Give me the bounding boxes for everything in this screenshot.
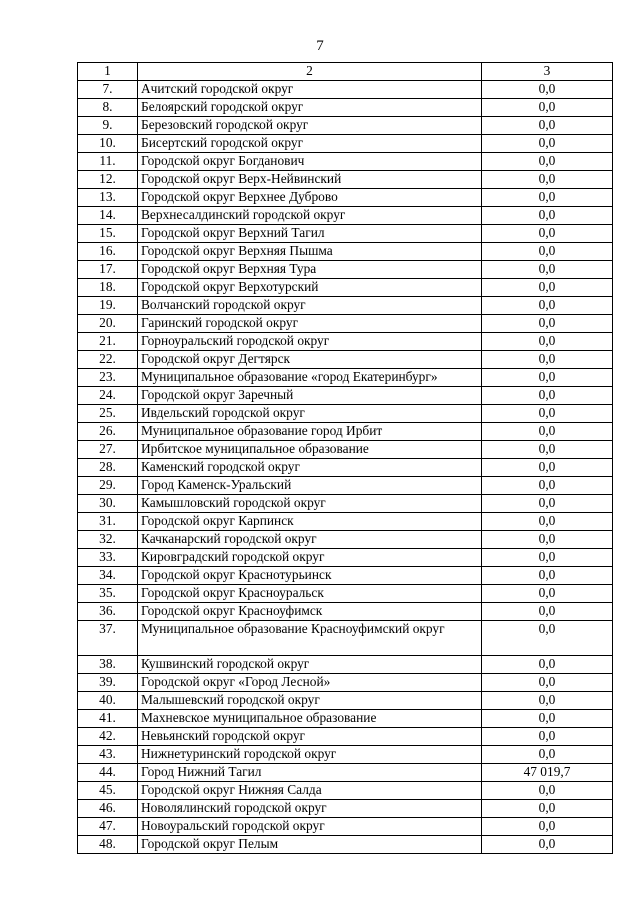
row-value: 0,0 [482,207,613,225]
row-number: 37. [78,621,138,656]
row-number: 10. [78,135,138,153]
table-row [78,351,613,369]
row-number: 48. [78,836,138,854]
row-number: 18. [78,279,138,297]
row-name: Городской округ Нижняя Салда [138,782,482,800]
table-row [78,692,613,710]
row-value: 0,0 [482,297,613,315]
table-row [78,585,613,603]
row-name: Городской округ «Город Лесной» [138,674,482,692]
row-number: 35. [78,585,138,603]
row-value: 0,0 [482,746,613,764]
row-number: 11. [78,153,138,171]
row-number: 31. [78,513,138,531]
row-name: Городской округ Красноуфимск [138,603,482,621]
row-number: 41. [78,710,138,728]
table-row [78,423,613,441]
table-row [78,153,613,171]
table-row [78,135,613,153]
header-col-3: 3 [482,63,613,81]
row-number: 32. [78,531,138,549]
row-name: Кировградский городской округ [138,549,482,567]
table-row [78,782,613,800]
row-name: Городской округ Верхний Тагил [138,225,482,243]
row-value: 0,0 [482,171,613,189]
table-row [78,297,613,315]
row-value: 0,0 [482,315,613,333]
table-header-row [78,63,613,81]
page-number: 7 [316,38,324,54]
table-row [78,225,613,243]
row-value: 0,0 [482,459,613,477]
row-number: 26. [78,423,138,441]
row-name: Кушвинский городской округ [138,656,482,674]
table-body [78,63,613,854]
row-number: 19. [78,297,138,315]
row-number: 34. [78,567,138,585]
row-number: 38. [78,656,138,674]
table-row [78,441,613,459]
row-number: 15. [78,225,138,243]
row-name: Гаринский городской округ [138,315,482,333]
row-name: Новоуральский городской округ [138,818,482,836]
table-row [78,495,613,513]
table-row [78,189,613,207]
row-value: 0,0 [482,243,613,261]
row-value: 0,0 [482,261,613,279]
row-name: Городской округ Краснотурьинск [138,567,482,585]
row-value: 0,0 [482,81,613,99]
table-row [78,243,613,261]
row-value: 0,0 [482,585,613,603]
row-value: 0,0 [482,800,613,818]
row-value: 0,0 [482,423,613,441]
row-value: 0,0 [482,333,613,351]
row-name: Городской округ Пелым [138,836,482,854]
row-value: 0,0 [482,692,613,710]
table-row [78,261,613,279]
row-value: 0,0 [482,387,613,405]
row-number: 20. [78,315,138,333]
table-row [78,513,613,531]
row-value: 0,0 [482,369,613,387]
table-row [78,621,613,656]
table-row [78,81,613,99]
row-name: Город Нижний Тагил [138,764,482,782]
row-number: 25. [78,405,138,423]
row-name: Махневское муниципальное образование [138,710,482,728]
row-value: 0,0 [482,836,613,854]
row-name: Город Каменск-Уральский [138,477,482,495]
row-name: Горноуральский городской округ [138,333,482,351]
row-name: Нижнетуринский городской округ [138,746,482,764]
table-row [78,99,613,117]
row-value: 0,0 [482,405,613,423]
row-value: 0,0 [482,441,613,459]
row-value: 0,0 [482,567,613,585]
table-row [78,728,613,746]
row-value: 0,0 [482,531,613,549]
header-col-2: 2 [138,63,482,81]
row-name: Муниципальное образование город Ирбит [138,423,482,441]
table-row [78,656,613,674]
table-row [78,279,613,297]
row-value: 0,0 [482,603,613,621]
row-name: Городской округ Красноуральск [138,585,482,603]
table-row [78,764,613,782]
row-name: Камышловский городской округ [138,495,482,513]
table-row [78,549,613,567]
table-row [78,333,613,351]
row-name: Городской округ Богданович [138,153,482,171]
row-name: Бисертский городской округ [138,135,482,153]
row-value: 0,0 [482,351,613,369]
table-row [78,117,613,135]
row-value: 0,0 [482,621,613,656]
table-row [78,477,613,495]
row-name: Городской округ Верхняя Тура [138,261,482,279]
row-number: 43. [78,746,138,764]
table-row [78,387,613,405]
row-name: Муниципальное образование «город Екатеринбург» [138,369,482,387]
row-number: 23. [78,369,138,387]
row-number: 21. [78,333,138,351]
row-number: 46. [78,800,138,818]
row-number: 22. [78,351,138,369]
row-name: Городской округ Заречный [138,387,482,405]
row-value: 0,0 [482,117,613,135]
row-number: 27. [78,441,138,459]
table-row [78,818,613,836]
row-name: Ачитский городской округ [138,81,482,99]
row-value: 0,0 [482,153,613,171]
row-name: Городской округ Верх-Нейвинский [138,171,482,189]
row-value: 0,0 [482,189,613,207]
row-name: Городской округ Верхотурский [138,279,482,297]
row-value: 0,0 [482,225,613,243]
row-value: 0,0 [482,728,613,746]
header-col-1: 1 [78,63,138,81]
row-name: Городской округ Карпинск [138,513,482,531]
row-value: 0,0 [482,674,613,692]
row-number: 42. [78,728,138,746]
row-name: Белоярский городской округ [138,99,482,117]
row-number: 33. [78,549,138,567]
row-number: 30. [78,495,138,513]
row-value: 0,0 [482,477,613,495]
row-number: 7. [78,81,138,99]
row-name: Городской округ Дегтярск [138,351,482,369]
row-number: 36. [78,603,138,621]
table-row [78,171,613,189]
row-value: 0,0 [482,279,613,297]
row-name: Ирбитское муниципальное образование [138,441,482,459]
row-name: Городской округ Верхнее Дуброво [138,189,482,207]
row-number: 17. [78,261,138,279]
row-value: 0,0 [482,513,613,531]
table-row [78,746,613,764]
table-row [78,405,613,423]
table-row [78,567,613,585]
row-value: 0,0 [482,710,613,728]
table-row [78,836,613,854]
row-name: Муниципальное образование Красноуфимский округ [138,621,482,656]
row-name: Малышевский городской округ [138,692,482,710]
row-number: 40. [78,692,138,710]
row-name: Березовский городской округ [138,117,482,135]
row-number: 9. [78,117,138,135]
row-number: 14. [78,207,138,225]
table-row [78,207,613,225]
table-row [78,710,613,728]
row-value: 0,0 [482,135,613,153]
row-value: 0,0 [482,782,613,800]
row-number: 24. [78,387,138,405]
row-number: 16. [78,243,138,261]
row-name: Городской округ Верхняя Пышма [138,243,482,261]
row-number: 12. [78,171,138,189]
row-value: 0,0 [482,495,613,513]
table-row [78,603,613,621]
row-name: Волчанский городской округ [138,297,482,315]
row-number: 28. [78,459,138,477]
table-row [78,459,613,477]
row-name: Каменский городской округ [138,459,482,477]
row-number: 44. [78,764,138,782]
row-number: 8. [78,99,138,117]
row-value: 0,0 [482,99,613,117]
row-number: 39. [78,674,138,692]
row-value: 47 019,7 [482,764,613,782]
row-number: 47. [78,818,138,836]
table-row [78,674,613,692]
row-name: Качканарский городской округ [138,531,482,549]
table-row [78,800,613,818]
row-name: Новолялинский городской округ [138,800,482,818]
row-value: 0,0 [482,818,613,836]
row-value: 0,0 [482,549,613,567]
row-number: 29. [78,477,138,495]
row-name: Ивдельский городской округ [138,405,482,423]
row-name: Верхнесалдинский городской округ [138,207,482,225]
table-row [78,369,613,387]
data-table [77,62,613,854]
table-row [78,315,613,333]
row-name: Невьянский городской округ [138,728,482,746]
row-number: 45. [78,782,138,800]
row-value: 0,0 [482,656,613,674]
table-row [78,531,613,549]
row-number: 13. [78,189,138,207]
